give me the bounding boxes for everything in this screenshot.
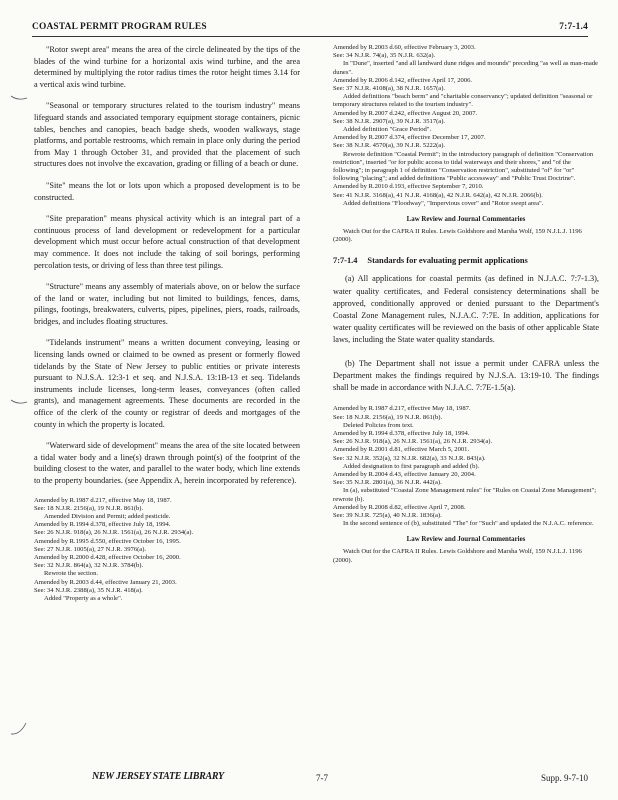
history-line: Amended Division and Permit; added pesticide. bbox=[44, 513, 171, 520]
margin-mark-icon bbox=[10, 94, 28, 102]
history-line: In the second sentence of (b), substituted "The" for "Such" and updated the N.J.A.C. reference. bbox=[343, 520, 594, 528]
section-paragraph-b: (b) The Department shall not issue a permit under CAFRA unless the Department makes the findings required by N.J.S.A. 13:19-10. The findings shall be made in accordance with N.J.A.C. 7:7E-1.5(a). bbox=[333, 358, 599, 393]
history-line: Amended by R.1994 d.378, effective July 18, 1994. bbox=[34, 521, 171, 529]
section-number: 7:7-1.4 bbox=[333, 256, 358, 266]
history-line: Amended by R.2006 d.142, effective April 17, 2006. bbox=[333, 76, 473, 84]
history-line: Added definitions "beach berm" and "charitable conservancy"; updated definition "seasonal or temporary structures related to the tourism industry". bbox=[333, 93, 593, 109]
history-line: Amended by R.2003 d.44, effective January 21, 2003. bbox=[34, 578, 177, 586]
history-line: Amended by R.1995 d.550, effective October 16, 1995. bbox=[34, 537, 181, 545]
history-line: In "Dune", inserted "and all landward dune ridges and mounds" preceding "as well as man-made dunes". bbox=[333, 60, 598, 76]
history-line: Amended by R.2010 d.193, effective September 7, 2010. bbox=[333, 183, 484, 191]
history-line: Deleted Policies from text. bbox=[343, 421, 414, 429]
history-line: See: 18 N.J.R. 2156(a), 19 N.J.R. 861(b). bbox=[34, 504, 144, 512]
history-line: In (a), substituted "Coastal Zone Management rules" for "Rules on Coastal Zone Management"; rewrote (b). bbox=[333, 487, 597, 503]
history-line: Added definitions "Floodway", "Impervious cover" and "Rotor swept area". bbox=[343, 199, 544, 207]
definitions-list bbox=[34, 44, 300, 487]
header-rule bbox=[32, 36, 588, 37]
history-line: See: 26 N.J.R. 918(a), 26 N.J.R. 1561(a), 26 N.J.R. 2934(a). bbox=[333, 438, 493, 446]
history-line: Amended by R.2008 d.82, effective April 7, 2008. bbox=[333, 503, 466, 511]
history-line: See: 18 N.J.R. 2156(a), 19 N.J.R. 861(b). bbox=[333, 413, 443, 421]
header-title: COASTAL PERMIT PROGRAM RULES bbox=[32, 22, 207, 32]
history-line: Rewrote the section. bbox=[44, 570, 99, 578]
history-notes bbox=[333, 405, 599, 528]
right-column bbox=[333, 44, 599, 577]
history-line: See: 41 N.J.R. 3168(a), 41 N.J.R. 4168(a), 42 N.J.R. 642(a), 42 N.J.R. 2066(b). bbox=[333, 191, 543, 199]
history-line: See: 27 N.J.R. 1005(a), 27 N.J.R. 3976(a). bbox=[34, 545, 147, 553]
law-review-heading: Law Review and Journal Commentaries bbox=[406, 536, 526, 544]
margin-mark-icon bbox=[10, 398, 28, 406]
section-title: Standards for evaluating permit applications bbox=[367, 256, 528, 266]
history-line: Amended by R.1994 d.378, effective July 18, 1994. bbox=[333, 429, 470, 437]
law-review-citation: Watch Out for the CAFRA II Rules. Lewis Goldshore and Marsha Wolf, 159 N.J.L.J. 1196 (2000). bbox=[333, 548, 582, 564]
law-review-heading: Law Review and Journal Commentaries bbox=[406, 216, 526, 224]
definition-paragraph: "Waterward side of development" means the area of the site located between a tidal water body and a line(s) drawn through point(s) of the footprint of the building closest to the water, and parallel to the water body, which line extends to the property boundaries. (see Appendix A, herein incorporated by reference). bbox=[34, 441, 300, 485]
library-stamp: NEW JERSEY STATE LIBRARY bbox=[92, 771, 224, 782]
page-number: 7-7 bbox=[316, 773, 328, 783]
law-review-citation: Watch Out for the CAFRA II Rules. Lewis Goldshore and Marsha Wolf, 159 N.J.L.J. 1196 (2000). bbox=[333, 228, 582, 244]
history-line: Amended by R.1987 d.217, effective May 18, 1987. bbox=[34, 496, 172, 504]
history-line: Amended by R.2007 d.374, effective December 17, 2007. bbox=[333, 134, 486, 142]
history-line: Added "Property as a whole". bbox=[44, 595, 123, 603]
history-line: See: 38 N.J.R. 2907(a), 39 N.J.R. 3517(a). bbox=[333, 117, 446, 125]
history-line: Amended by R.2004 d.43, effective January 20, 2004. bbox=[333, 470, 476, 478]
definition-paragraph: "Rotor swept area" means the area of the circle delineated by the tips of the blades of the wind turbine for a horizontal axis wind turbine, and the area determined by multiplying the rotor radius times the rotor height times 3.14 for a vertical axis wind turbine. bbox=[34, 45, 300, 89]
history-line: See: 32 N.J.R. 352(a), 32 N.J.R. 682(a), 33 N.J.R. 843(a). bbox=[333, 454, 486, 462]
history-line: See: 37 N.J.R. 4108(a), 38 N.J.R. 1657(a). bbox=[333, 85, 446, 93]
definition-paragraph: "Site" means the lot or lots upon which a proposed development is to be constructed. bbox=[34, 180, 300, 202]
history-notes bbox=[34, 497, 300, 604]
history-line: See: 35 N.J.R. 2801(a), 36 N.J.R. 442(a). bbox=[333, 479, 442, 487]
history-line: Added definition "Grace Period". bbox=[343, 126, 432, 134]
definition-paragraph: "Seasonal or temporary structures related to the tourism industry" means lifeguard stands and associated temporary equipment storage containers, picnic tables, benches and canopies, beach badge sheds, wooden walkways, stage platforms, and portable restrooms, which remain in place only during the period from May 1 through October 31, and provided that the placement of such structures does not involve the excavation, grading or filling of a beach or dune. bbox=[34, 101, 300, 169]
history-line: Rewrote definition "Coastal Permit"; in the introductory paragraph of definition "Conservation restriction", inserted "or for public access to tidal waterways and their shores," and "of the following"; in paragraph 1 of definition "Conservation restriction", substituted "of" for "or" following "placing"; and added definitions "Public accessway" and "Public Trust Doctrine". bbox=[333, 150, 594, 183]
section-heading bbox=[333, 256, 599, 265]
definition-paragraph: "Structure" means any assembly of materials above, on or below the surface of the land or water, including but not limited to buildings, fences, dams, pilings, footings, breakwaters, culverts, pipes, pipelines, piers, roads, railroads, bridges, and includes floating structures. bbox=[34, 282, 300, 326]
history-line: Amended by R.1987 d.217, effective May 18, 1987. bbox=[333, 405, 471, 413]
history-line: See: 32 N.J.R. 864(a), 32 N.J.R. 3784(b). bbox=[34, 562, 144, 570]
history-line: Amended by R.2001 d.81, effective March 5, 2001. bbox=[333, 446, 470, 454]
history-line: Amended by R.2007 d.242, effective August 20, 2007. bbox=[333, 109, 478, 117]
definition-paragraph: "Site preparation" means physical activity which is an integral part of a continuous process of land development or redevelopment for a particular development which must occur before actual construction of that development may commence. It does not include the taking of soil borings, performing percolation tests, or driving of less than three test pilings. bbox=[34, 214, 300, 270]
history-notes bbox=[333, 44, 599, 208]
history-line: Added designation to first paragraph and added (b). bbox=[343, 462, 480, 470]
history-line: See: 39 N.J.R. 725(a), 40 N.J.R. 1836(a). bbox=[333, 511, 442, 519]
history-line: See: 34 N.J.R. 2388(a), 35 N.J.R. 418(a). bbox=[34, 586, 143, 594]
history-line: Amended by R.2000 d.428, effective October 16, 2000. bbox=[34, 554, 181, 562]
definition-paragraph: "Tidelands instrument" means a written document conveying, leasing or licensing lands owned or claimed to be owned as present or formerly flowed tidelands by the State of New Jersey to public entities or private interests pursuant to N.J.S.A. 12:3-1 et seq. and N.J.S.A. 13:1B-13 et seq. Tidelands instruments include licenses, long-term leases, conveyances (often called grants), and management agreements. These documents are recorded in the office of the clerk of the county or registrar of deeds and mortgages of the county in which the property is located. bbox=[34, 338, 300, 429]
supplement-date: Supp. 9-7-10 bbox=[541, 773, 588, 783]
history-line: See: 26 N.J.R. 918(a), 26 N.J.R. 1561(a), 26 N.J.R. 2934(a). bbox=[34, 529, 194, 537]
history-line: See: 34 N.J.R. 74(a), 35 N.J.R. 632(a). bbox=[333, 52, 436, 60]
history-line: See: 38 N.J.R. 4570(a), 39 N.J.R. 5222(a). bbox=[333, 142, 446, 150]
history-line: Amended by R.2003 d.60, effective February 3, 2003. bbox=[333, 44, 476, 51]
section-paragraph-a: (a) All applications for coastal permits (as defined in N.J.A.C. 7:7-1.3), water quality certificates, and Federal consistency determinations shall be approved, conditionally approved or denied pursuant to the Department's Coastal Zone Management rules, N.J.A.C. 7:7E. In addition, applications for water quality certificates will be reviewed on the basis of other applicable State laws, including the State water quality standards. bbox=[333, 274, 599, 345]
left-column bbox=[34, 44, 300, 603]
header-section: 7:7-1.4 bbox=[559, 22, 588, 32]
margin-mark-icon bbox=[10, 722, 28, 736]
